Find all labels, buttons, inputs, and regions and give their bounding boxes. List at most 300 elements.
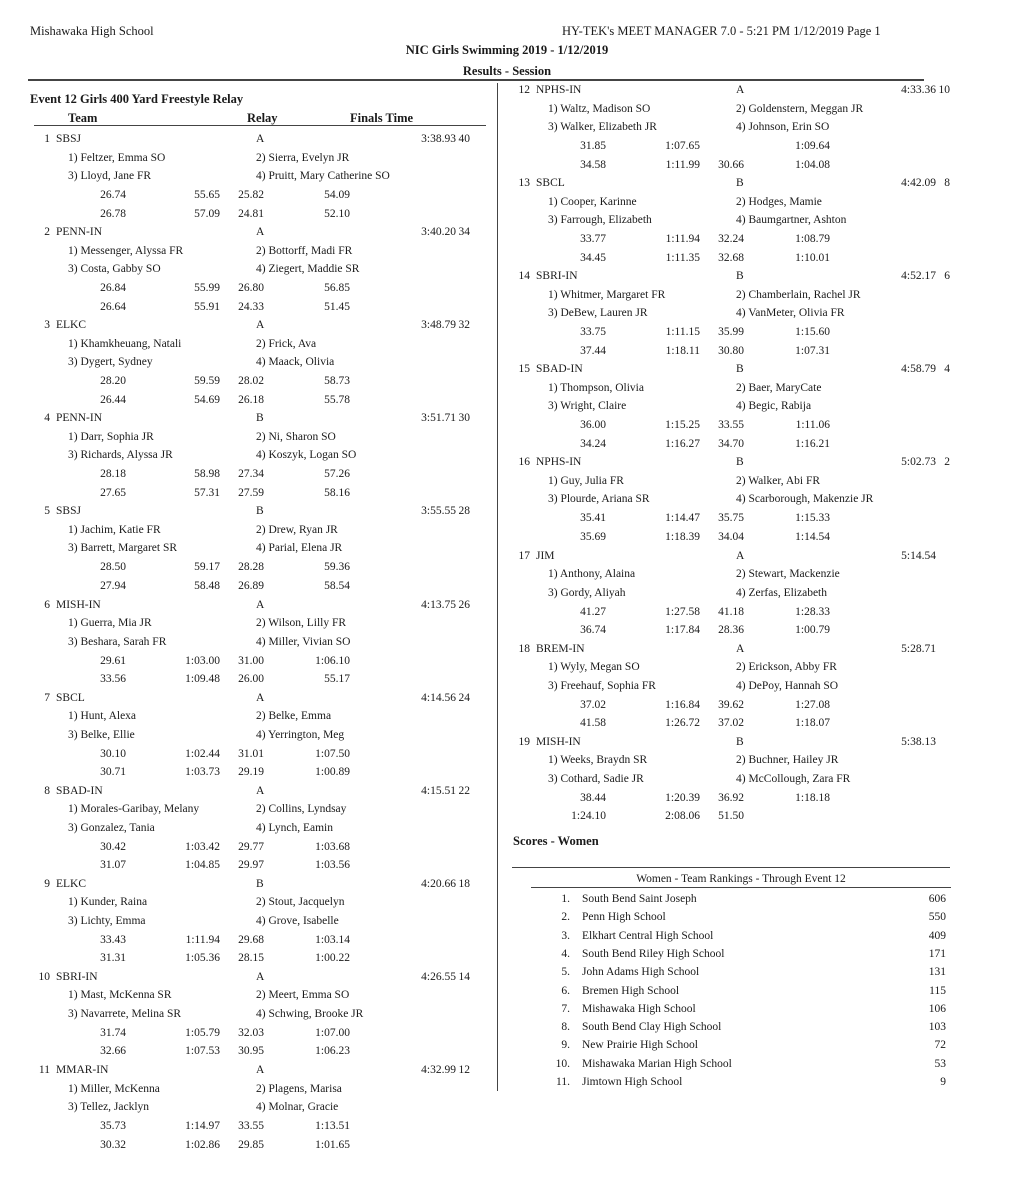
split-time: 41.27 <box>580 605 606 618</box>
relay-time: 4:33.36 <box>901 84 936 96</box>
split-time: 1:17.84 <box>665 624 700 636</box>
split-time: 37.02 <box>580 698 606 711</box>
split-time: 59.36 <box>324 561 350 574</box>
relay-swimmer: 2) Wilson, Lilly FR <box>256 617 347 629</box>
relay-team: PENN-IN <box>56 226 102 239</box>
split-time: 1:05.36 <box>185 952 220 965</box>
relay-swimmer: 4) Miller, Vivian SO <box>256 635 351 648</box>
relay-swimmer: 2) Ni, Sharon SO <box>256 430 336 443</box>
ranking-place: 2. <box>561 911 570 924</box>
split-time: 27.94 <box>100 579 126 592</box>
relay-swimmer: 2) Erickson, Abby FR <box>736 661 837 674</box>
split-time: 55.91 <box>194 300 220 313</box>
relay-swimmer: 2) Baer, MaryCate <box>736 381 822 394</box>
split-time: 35.41 <box>580 512 606 525</box>
split-time: 34.58 <box>580 158 606 171</box>
split-time: 30.80 <box>718 344 744 357</box>
split-time: 1:14.47 <box>665 512 700 525</box>
split-time: 55.99 <box>194 282 220 295</box>
ranking-row <box>530 1021 950 1039</box>
relay-swimmer: 2) Bottorff, Madi FR <box>256 244 353 257</box>
relay-swimmer: 4) Maack, Olivia <box>256 356 335 369</box>
split-time: 58.54 <box>324 579 350 592</box>
ranking-points: 550 <box>928 911 946 924</box>
relay-team: BREM-IN <box>536 642 585 655</box>
relay-swimmer: 1) Whitmer, Margaret FR <box>548 288 666 301</box>
relay-swimmer: 2) Goldenstern, Meggan JR <box>736 102 864 115</box>
split-time: 1:03.14 <box>315 933 350 946</box>
relay-swimmer: 3) Gonzalez, Tania <box>68 821 155 834</box>
relay-swimmer: 3) Wright, Claire <box>548 400 627 413</box>
ranking-row <box>530 1076 950 1094</box>
split-time: 1:18.11 <box>665 344 700 357</box>
relay-team: SBSJ <box>56 505 81 518</box>
relay-swimmer: 3) Lloyd, Jane FR <box>68 170 152 182</box>
relay-swimmer: 1) Cooper, Karinne <box>548 195 637 208</box>
relay-team: NPHS-IN <box>536 84 582 96</box>
split-time: 31.01 <box>238 747 264 760</box>
split-time: 30.42 <box>100 840 126 853</box>
relay-swimmer: 1) Guy, Julia FR <box>548 474 624 487</box>
ranking-team: Jimtown High School <box>582 1076 683 1088</box>
relay-swimmer: 1) Feltzer, Emma SO <box>68 151 166 164</box>
split-time: 56.85 <box>324 282 350 295</box>
split-time: 1:00.79 <box>795 624 830 636</box>
split-time: 26.74 <box>100 189 126 201</box>
relay-time: 4:42.09 <box>901 177 936 190</box>
split-time: 29.97 <box>238 859 264 872</box>
split-time: 32.03 <box>238 1026 264 1039</box>
relay-swimmer: 1) Hunt, Alexa <box>68 710 137 723</box>
relay-team: SBAD-IN <box>536 363 583 376</box>
split-time: 35.99 <box>718 326 744 339</box>
header-rule <box>28 79 924 81</box>
split-time: 36.74 <box>580 624 606 636</box>
relay-swimmer: 4) Scarborough, Makenzie JR <box>736 493 874 506</box>
split-time: 1:02.86 <box>185 1138 220 1151</box>
relay-place: 12 <box>518 84 530 96</box>
split-time: 32.66 <box>100 1045 126 1058</box>
split-time: 35.75 <box>718 512 744 525</box>
relay-time: 5:02.73 <box>901 456 936 469</box>
relay-letter: A <box>256 319 265 332</box>
split-time: 1:11.94 <box>185 933 220 946</box>
ranking-points: 171 <box>928 947 946 960</box>
split-time: 33.55 <box>238 1120 264 1132</box>
col-team-header: Team <box>68 111 98 125</box>
split-time: 1:13.51 <box>315 1120 350 1132</box>
split-time: 33.43 <box>100 933 126 946</box>
split-time: 34.04 <box>718 530 744 543</box>
split-time: 28.28 <box>238 561 264 574</box>
relay-letter: B <box>736 363 744 376</box>
split-time: 1:04.85 <box>185 859 220 872</box>
relay-swimmer: 4) Ziegert, Maddie SR <box>256 263 360 276</box>
relay-team: JIM <box>536 549 555 562</box>
relay-swimmer: 4) Parial, Elena JR <box>256 542 343 555</box>
split-time: 25.82 <box>238 189 264 201</box>
relay-points: 28 <box>458 505 470 518</box>
split-time: 39.62 <box>718 698 744 711</box>
split-time: 33.56 <box>100 673 126 685</box>
relay-time: 3:51.71 <box>421 412 456 425</box>
relay-swimmer: 4) Begic, Rabija <box>736 400 812 413</box>
split-time: 1:16.84 <box>665 698 700 711</box>
split-time: 30.66 <box>718 158 744 171</box>
split-time: 1:05.79 <box>185 1026 220 1039</box>
relay-swimmer: 1) Thompson, Olivia <box>548 381 644 394</box>
split-time: 1:15.25 <box>665 419 700 432</box>
split-time: 52.10 <box>324 207 350 220</box>
relay-swimmer: 3) DeBew, Lauren JR <box>548 307 648 320</box>
split-time: 55.17 <box>324 673 350 685</box>
relay-place: 9 <box>44 877 50 890</box>
relay-swimmer: 1) Waltz, Madison SO <box>548 102 651 115</box>
split-time: 1:11.15 <box>665 326 700 339</box>
event-header-rule <box>34 125 486 126</box>
split-time: 30.10 <box>100 747 126 760</box>
split-time: 1:08.79 <box>795 233 830 246</box>
split-time: 1:24.10 <box>571 810 606 823</box>
relay-swimmer: 1) Messenger, Alyssa FR <box>68 244 184 257</box>
ranking-row <box>530 1058 950 1076</box>
split-time: 1:14.54 <box>795 530 830 543</box>
relay-team: SBRI-IN <box>536 270 578 283</box>
relay-swimmer: 1) Mast, McKenna SR <box>68 989 172 1002</box>
relay-letter: A <box>256 226 265 239</box>
split-time: 32.68 <box>718 251 744 264</box>
relay-swimmer: 4) McCollough, Zara FR <box>736 772 851 785</box>
col-finals-header: Finals Time <box>350 111 414 125</box>
split-time: 26.00 <box>238 673 264 685</box>
split-time: 27.59 <box>238 486 264 499</box>
split-time: 1:03.68 <box>315 840 350 853</box>
relay-time: 4:26.55 <box>421 970 456 983</box>
relay-place: 13 <box>518 177 530 190</box>
relay-swimmer: 2) Drew, Ryan JR <box>256 523 338 536</box>
relay-swimmer: 3) Plourde, Ariana SR <box>548 493 650 506</box>
ranking-row <box>530 930 950 948</box>
split-time: 1:06.23 <box>315 1045 350 1058</box>
ranking-team: Bremen High School <box>582 984 680 997</box>
relay-letter: B <box>256 412 264 425</box>
relay-swimmer: 2) Meert, Emma SO <box>256 989 350 1002</box>
split-time: 33.77 <box>580 233 606 246</box>
col-relay-header: Relay <box>247 111 278 125</box>
relay-letter: A <box>256 691 265 704</box>
split-time: 1:07.50 <box>315 747 350 760</box>
relay-letter: A <box>256 784 265 797</box>
split-time: 1:27.08 <box>795 698 830 711</box>
relay-swimmer: 2) Collins, Lyndsay <box>256 803 347 816</box>
relay-place: 19 <box>518 735 530 748</box>
relay-swimmer: 4) DePoy, Hannah SO <box>736 679 839 692</box>
relay-swimmer: 1) Anthony, Alaina <box>548 568 636 580</box>
split-time: 57.09 <box>194 207 220 220</box>
split-time: 1:09.48 <box>185 673 220 685</box>
split-time: 1:07.31 <box>795 344 830 357</box>
relay-place: 5 <box>44 505 50 518</box>
split-time: 1:18.18 <box>795 791 830 804</box>
split-time: 28.20 <box>100 375 126 388</box>
relay-points: 10 <box>938 84 950 96</box>
split-time: 58.16 <box>324 486 350 499</box>
split-time: 29.68 <box>238 933 264 946</box>
split-time: 26.64 <box>100 300 126 313</box>
relay-swimmer: 2) Stewart, Mackenzie <box>736 568 840 580</box>
relay-swimmer: 2) Hodges, Mamie <box>736 195 822 208</box>
relay-place: 4 <box>44 412 50 425</box>
ranking-row <box>530 966 950 984</box>
relay-time: 4:32.99 <box>421 1064 456 1076</box>
split-time: 1:14.97 <box>185 1120 220 1132</box>
relay-letter: B <box>736 177 744 190</box>
relay-team: PENN-IN <box>56 412 102 425</box>
ranking-points: 606 <box>928 893 946 905</box>
relay-swimmer: 4) Molnar, Gracie <box>256 1101 339 1113</box>
relay-swimmer: 3) Belke, Ellie <box>68 728 135 741</box>
split-time: 31.85 <box>580 140 606 152</box>
split-time: 51.45 <box>324 300 350 313</box>
split-time: 30.95 <box>238 1045 264 1058</box>
relay-team: MISH-IN <box>56 598 101 611</box>
ranking-team: South Bend Riley High School <box>582 947 725 960</box>
relay-swimmer: 3) Freehauf, Sophia FR <box>548 679 656 692</box>
split-time: 29.19 <box>238 766 264 779</box>
event-title: Event 12 Girls 400 Yard Freestyle Relay <box>30 92 244 106</box>
split-time: 34.24 <box>580 437 606 450</box>
split-time: 1:02.44 <box>185 747 220 760</box>
relay-swimmer: 3) Walker, Elizabeth JR <box>548 121 657 133</box>
relay-swimmer: 3) Cothard, Sadie JR <box>548 772 644 785</box>
relay-swimmer: 1) Wyly, Megan SO <box>548 661 640 674</box>
relay-place: 10 <box>38 970 50 983</box>
split-time: 1:16.21 <box>795 437 830 450</box>
split-time: 54.69 <box>194 393 220 406</box>
split-time: 35.69 <box>580 530 606 543</box>
relay-team: SBSJ <box>56 133 81 145</box>
split-time: 27.65 <box>100 486 126 499</box>
relay-place: 8 <box>44 784 50 797</box>
split-time: 26.18 <box>238 393 264 406</box>
split-time: 33.55 <box>718 419 744 432</box>
relay-swimmer: 2) Stout, Jacquelyn <box>256 896 345 909</box>
relay-place: 17 <box>518 549 530 562</box>
relay-swimmer: 1) Kunder, Raina <box>68 896 148 909</box>
relay-team: ELKC <box>56 319 87 332</box>
ranking-row <box>530 948 950 966</box>
relay-place: 14 <box>518 270 530 283</box>
rankings-top-rule <box>512 867 950 868</box>
ranking-team: Penn High School <box>582 911 666 924</box>
relay-letter: A <box>256 970 265 983</box>
relay-letter: A <box>256 598 265 611</box>
split-time: 1:00.89 <box>315 766 350 779</box>
split-time: 37.44 <box>580 344 606 357</box>
relay-letter: B <box>736 735 744 748</box>
relay-swimmer: 1) Jachim, Katie FR <box>68 523 161 536</box>
split-time: 1:04.08 <box>795 158 830 171</box>
split-time: 24.33 <box>238 300 264 313</box>
ranking-points: 115 <box>929 984 946 997</box>
relay-place: 2 <box>44 226 50 239</box>
split-time: 31.74 <box>100 1026 126 1039</box>
column-divider <box>497 83 498 1091</box>
split-time: 1:10.01 <box>795 251 830 264</box>
split-time: 59.59 <box>194 375 220 388</box>
relay-points: 14 <box>458 970 470 983</box>
ranking-points: 131 <box>928 966 946 979</box>
ranking-points: 106 <box>928 1002 946 1015</box>
split-time: 1:07.65 <box>665 140 700 152</box>
split-time: 38.44 <box>580 791 606 804</box>
relay-time: 5:38.13 <box>901 735 936 748</box>
split-time: 27.34 <box>238 468 264 481</box>
ranking-place: 9. <box>561 1039 570 1052</box>
relay-time: 4:20.66 <box>421 877 456 890</box>
relay-place: 1 <box>44 133 50 145</box>
split-time: 34.70 <box>718 437 744 450</box>
split-time: 29.77 <box>238 840 264 853</box>
relay-swimmer: 4) Koszyk, Logan SO <box>256 449 357 462</box>
relay-swimmer: 4) Baumgartner, Ashton <box>736 214 847 227</box>
split-time: 1:11.99 <box>665 158 700 171</box>
relay-team: MMAR-IN <box>56 1064 109 1076</box>
relay-swimmer: 1) Weeks, Braydn SR <box>548 754 648 767</box>
relay-time: 3:55.55 <box>421 505 456 518</box>
split-time: 28.36 <box>718 624 744 636</box>
ranking-points: 103 <box>928 1021 946 1034</box>
relay-swimmer: 2) Frick, Ava <box>256 337 317 350</box>
ranking-points: 72 <box>934 1039 946 1052</box>
relay-time: 3:40.20 <box>421 226 456 239</box>
split-time: 26.80 <box>238 282 264 295</box>
relay-time: 4:58.79 <box>901 363 936 376</box>
split-time: 26.44 <box>100 393 126 406</box>
scores-title: Scores - Women <box>513 834 599 848</box>
split-time: 1:03.42 <box>185 840 220 853</box>
relay-swimmer: 4) Zerfas, Elizabeth <box>736 586 827 599</box>
relay-place: 6 <box>44 598 50 611</box>
split-time: 1:15.60 <box>795 326 830 339</box>
split-time: 51.50 <box>718 810 744 823</box>
rankings-title: Women - Team Rankings - Through Event 12 <box>636 873 846 885</box>
split-time: 58.48 <box>194 579 220 592</box>
split-time: 1:11.94 <box>665 233 700 246</box>
relay-swimmer: 4) Schwing, Brooke JR <box>256 1007 364 1020</box>
relay-swimmer: 1) Khamkheuang, Natali <box>68 337 182 350</box>
relay-swimmer: 3) Tellez, Jacklyn <box>68 1101 150 1113</box>
split-time: 1:03.00 <box>185 654 220 667</box>
split-time: 1:03.56 <box>315 859 350 872</box>
relay-swimmer: 3) Costa, Gabby SO <box>68 263 161 276</box>
split-time: 36.92 <box>718 791 744 804</box>
relay-time: 5:14.54 <box>901 549 936 562</box>
split-time: 58.98 <box>194 468 220 481</box>
relay-team: SBAD-IN <box>56 784 103 797</box>
relay-letter: A <box>736 84 745 96</box>
relay-swimmer: 2) Walker, Abi FR <box>736 474 821 487</box>
relay-points: 8 <box>944 177 950 190</box>
relay-swimmer: 2) Belke, Emma <box>256 710 332 723</box>
relay-swimmer: 3) Dygert, Sydney <box>68 356 153 369</box>
relay-team: SBCL <box>536 177 565 190</box>
relay-letter: B <box>736 456 744 469</box>
relay-swimmer: 2) Chamberlain, Rachel JR <box>736 288 861 301</box>
relay-place: 15 <box>518 363 530 376</box>
ranking-row <box>530 1039 950 1057</box>
relay-swimmer: 3) Beshara, Sarah FR <box>68 635 167 648</box>
split-time: 1:09.64 <box>795 140 830 152</box>
relay-points: 4 <box>944 363 950 376</box>
relay-swimmer: 1) Miller, McKenna <box>68 1082 160 1095</box>
relay-points: 18 <box>458 877 470 890</box>
ranking-row <box>530 985 950 1003</box>
relay-swimmer: 3) Navarrete, Melina SR <box>68 1007 182 1020</box>
relay-swimmer: 4) Grove, Isabelle <box>256 914 339 927</box>
ranking-place: 1. <box>561 893 570 905</box>
split-time: 41.58 <box>580 717 606 730</box>
relay-team: SBRI-IN <box>56 970 98 983</box>
relay-points: 12 <box>458 1064 470 1076</box>
relay-points: 32 <box>458 319 470 332</box>
relay-letter: A <box>736 549 745 562</box>
ranking-place: 7. <box>561 1002 570 1015</box>
relay-letter: A <box>256 133 265 145</box>
ranking-points: 53 <box>934 1057 946 1070</box>
relay-time: 3:38.93 <box>421 133 456 145</box>
split-time: 28.15 <box>238 952 264 965</box>
split-time: 2:08.06 <box>665 810 700 823</box>
ranking-team: South Bend Clay High School <box>582 1021 722 1034</box>
ranking-place: 8. <box>561 1021 570 1034</box>
split-time: 26.78 <box>100 207 126 220</box>
ranking-place: 11. <box>556 1076 570 1088</box>
ranking-team: New Prairie High School <box>582 1039 698 1052</box>
relay-letter: B <box>736 270 744 283</box>
relay-letter: A <box>256 1064 265 1076</box>
ranking-points: 9 <box>940 1076 946 1088</box>
relay-place: 18 <box>518 642 530 655</box>
relay-points: 24 <box>458 691 470 704</box>
relay-points: 40 <box>458 133 470 145</box>
split-time: 1:11.35 <box>665 251 700 264</box>
split-time: 33.75 <box>580 326 606 339</box>
relay-team: SBCL <box>56 691 85 704</box>
split-time: 58.73 <box>324 375 350 388</box>
split-time: 1:18.39 <box>665 530 700 543</box>
split-time: 34.45 <box>580 251 606 264</box>
ranking-row <box>530 1003 950 1021</box>
relay-points: 2 <box>944 456 950 469</box>
relay-swimmer: 1) Guerra, Mia JR <box>68 617 152 629</box>
relay-points: 6 <box>944 270 950 283</box>
relay-letter: B <box>256 877 264 890</box>
split-time: 57.31 <box>194 486 220 499</box>
split-time: 1:26.72 <box>665 717 700 730</box>
split-time: 31.00 <box>238 654 264 667</box>
split-time: 55.78 <box>324 393 350 406</box>
split-time: 28.18 <box>100 468 126 481</box>
relay-letter: B <box>256 505 264 518</box>
relay-time: 3:48.79 <box>421 319 456 332</box>
relay-swimmer: 1) Morales-Garibay, Melany <box>68 803 200 816</box>
split-time: 1:15.33 <box>795 512 830 525</box>
ranking-place: 6. <box>561 984 570 997</box>
relay-time: 4:15.51 <box>421 784 456 797</box>
relay-place: 11 <box>38 1064 50 1076</box>
relay-time: 4:14.56 <box>421 691 456 704</box>
